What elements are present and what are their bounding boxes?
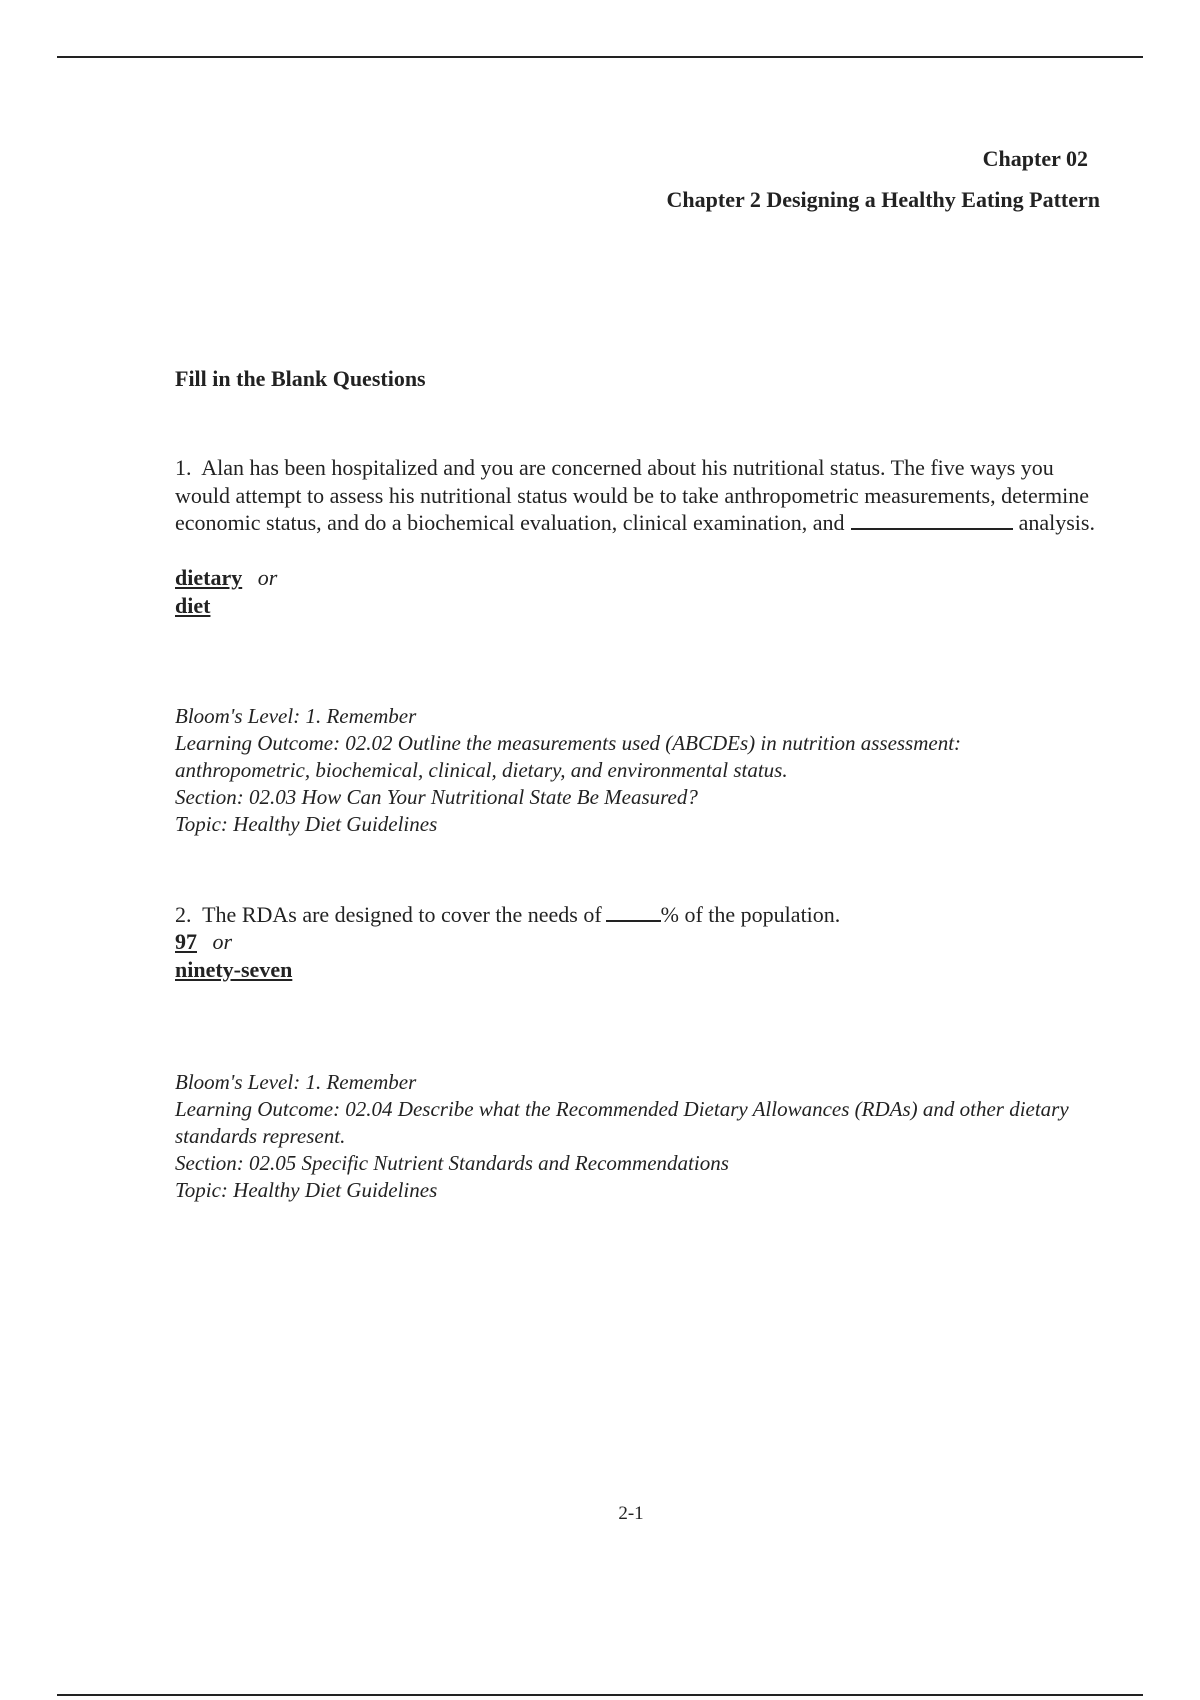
topic: Topic: Healthy Diet Guidelines bbox=[175, 1178, 438, 1202]
or-label: or bbox=[212, 929, 233, 954]
question-text-after: % of the population. bbox=[660, 902, 841, 927]
learning-outcome: Learning Outcome: 02.02 Outline the measurements used (ABCDEs) in nutrition assessment: anthropometric, biochemical, clinical, dietary, and environmental status. bbox=[175, 731, 962, 782]
answer: 97 bbox=[175, 929, 197, 954]
or-label: or bbox=[257, 565, 278, 590]
learning-outcome: Learning Outcome: 02.04 Describe what the Recommended Dietary Allowances (RDAs) and other dietary standards represent. bbox=[175, 1097, 1069, 1148]
question-text: The RDAs are designed to cover the needs of bbox=[202, 902, 602, 927]
blooms-level: Bloom's Level: 1. Remember bbox=[175, 704, 417, 728]
page-number: 2-1 bbox=[618, 1503, 644, 1524]
chapter-number: Chapter 02 bbox=[982, 146, 1088, 171]
question-2 bbox=[175, 901, 1095, 929]
answer: diet bbox=[175, 592, 211, 618]
section-ref: Section: 02.05 Specific Nutrient Standards and Recommendations bbox=[175, 1151, 729, 1175]
blooms-level: Bloom's Level: 1. Remember bbox=[175, 1070, 417, 1094]
top-rule bbox=[57, 56, 1143, 58]
answer-list-1 bbox=[175, 564, 277, 619]
question-metadata-1 bbox=[175, 703, 1095, 838]
topic: Topic: Healthy Diet Guidelines bbox=[175, 812, 438, 836]
question-1 bbox=[175, 454, 1095, 537]
question-text: Alan has been hospitalized and you are concerned about his nutritional status. The five ways you would attempt to assess his nutritional status would be to take anthropometric measurements, determine economic status, and do a biochemical evaluation, clinical examination, and bbox=[175, 455, 1090, 535]
section-ref: Section: 02.03 How Can Your Nutritional State Be Measured? bbox=[175, 785, 698, 809]
question-number: 1. bbox=[175, 455, 192, 480]
answer: dietary bbox=[175, 565, 243, 590]
question-metadata-2 bbox=[175, 1069, 1095, 1204]
page-header bbox=[667, 138, 1100, 220]
question-text-after: analysis. bbox=[1018, 510, 1095, 535]
answer-blank bbox=[851, 510, 1013, 530]
answer-blank bbox=[606, 902, 661, 922]
section-title: Fill in the Blank Questions bbox=[175, 366, 426, 391]
answer: ninety-seven bbox=[175, 956, 293, 982]
bottom-rule bbox=[57, 1694, 1143, 1696]
chapter-title: Chapter 2 Designing a Healthy Eating Pattern bbox=[666, 187, 1100, 212]
answer-list-2 bbox=[175, 928, 292, 983]
question-number: 2. bbox=[175, 902, 192, 927]
